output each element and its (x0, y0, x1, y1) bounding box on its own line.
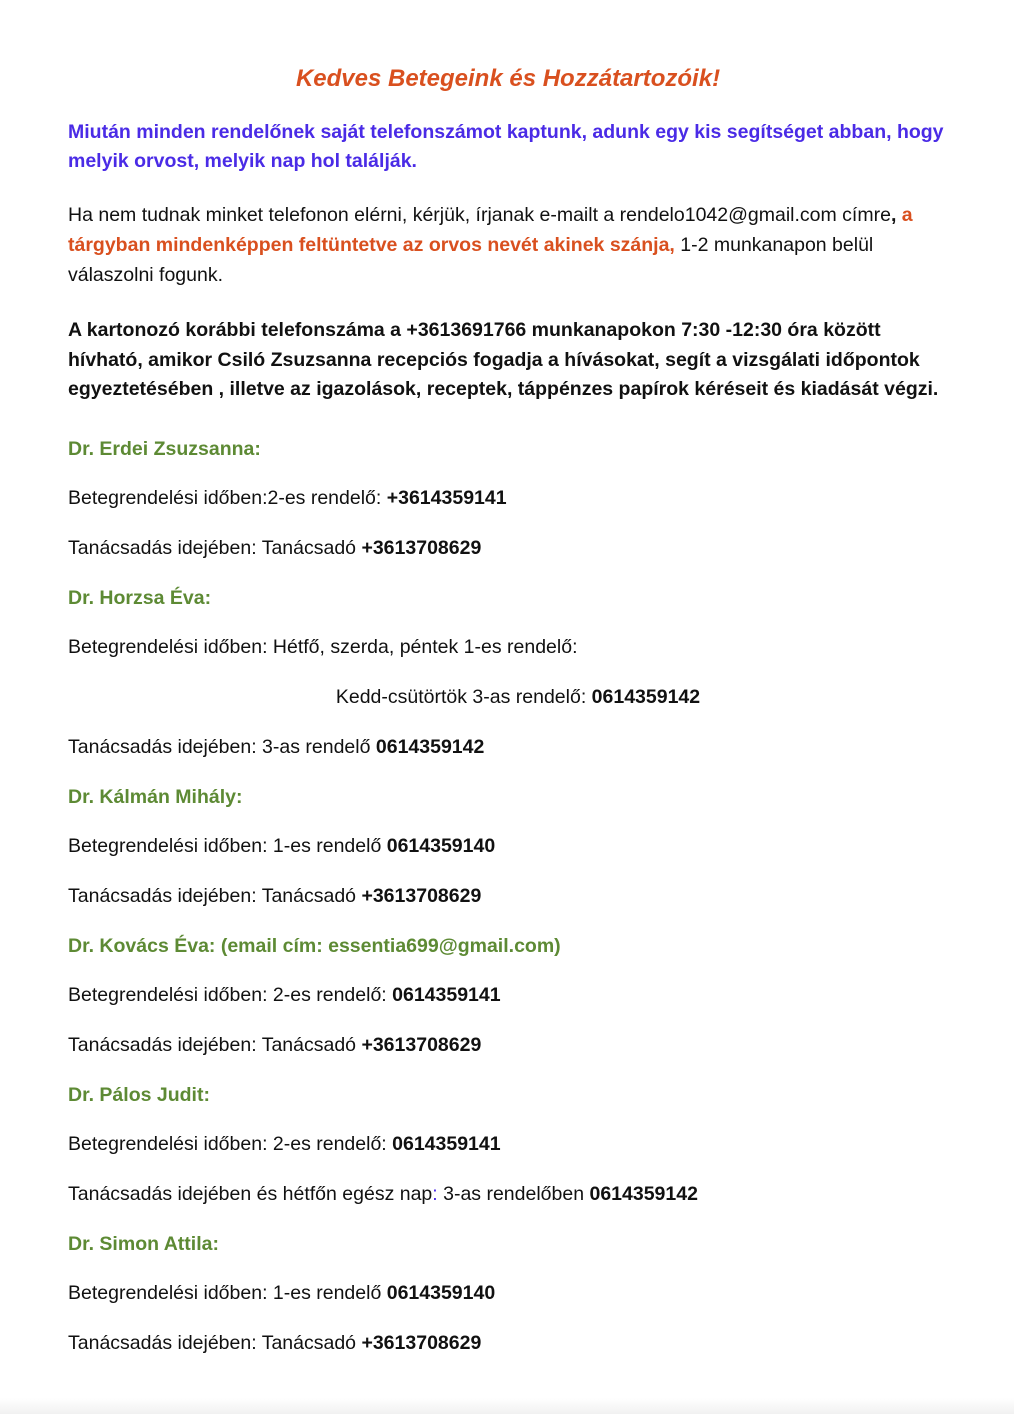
page-bottom-edge (0, 1398, 1014, 1414)
intro-paragraph: Miután minden rendelőnek saját telefonszámot kaptunk, adunk egy kis segítséget abban, hogy melyik orvost, melyik nap hol találják. (68, 121, 944, 172)
doctor-section (68, 934, 948, 1057)
schedule-text: Tanácsadás idejében: Tanácsadó (68, 884, 362, 907)
doctor-name: Dr. Horzsa Éva: (68, 586, 212, 609)
schedule-text: Betegrendelési időben: 1-es rendelő (68, 1281, 387, 1304)
reception-paragraph: A kartonozó korábbi telefonszáma a +3613691766 munkanapokon 7:30 -12:30 óra között hívható, amikor Csiló Zsuzsanna recepciós fogadja a hívásokat, segít a vizsgálati időpontok egyeztetésében , illetve az igazolások, receptek, táppénzes papírok kéréseit és kiadását végzi. (68, 319, 939, 400)
doctor-name: Dr. Kovács Éva: (email cím: essentia699@gmail.com) (68, 934, 561, 957)
schedule-text: Kedd-csütörtök 3-as rendelő: (335, 685, 592, 708)
phone-number: 0614359140 (386, 834, 496, 857)
email-highlight: a tárgyban mindenképpen feltüntetve az orvos nevét akinek szánja, (68, 204, 913, 256)
phone-number: 0614359140 (386, 1281, 496, 1304)
phone-number: +3614359141 (386, 486, 507, 509)
schedule-colon: : (432, 1182, 438, 1205)
schedule-text: Tanácsadás idejében és hétfőn egész nap (68, 1182, 433, 1205)
doctor-name: Dr. Erdei Zsuzsanna: (68, 437, 261, 460)
phone-number: 0614359142 (591, 685, 701, 708)
doctor-section (68, 1083, 948, 1206)
schedule-line (68, 735, 948, 759)
schedule-line (68, 635, 948, 659)
schedule-line (68, 486, 948, 510)
doctor-name: Dr. Simon Attila: (68, 1232, 219, 1255)
phone-number: 0614359142 (375, 735, 485, 758)
page-title: Kedves Betegeink és Hozzátartozóik! (295, 65, 721, 92)
schedule-line (68, 834, 948, 858)
schedule-line (68, 685, 948, 709)
schedule-line (68, 1132, 948, 1156)
schedule-line (68, 1331, 948, 1355)
email-text: Ha nem tudnak minket telefonon elérni, kérjük, írjanak e-mailt a rendelo1042@gmail.com címre (68, 204, 891, 226)
doctor-name: Dr. Kálmán Mihály: (68, 785, 243, 808)
phone-number: +3613708629 (361, 1331, 482, 1354)
phone-number: +3613708629 (361, 884, 482, 907)
doctor-name: Dr. Pálos Judit: (68, 1083, 210, 1106)
schedule-text: Tanácsadás idejében: Tanácsadó (68, 1033, 362, 1056)
doctor-section (68, 437, 948, 560)
email-text-end: 1-2 munkanapon belül válaszolni fogunk. (68, 234, 874, 286)
schedule-text: Tanácsadás idejében: Tanácsadó (68, 536, 362, 559)
phone-number: 0614359141 (392, 1132, 501, 1155)
schedule-text: Betegrendelési időben: 2-es rendelő: (68, 983, 393, 1006)
schedule-line (68, 1033, 948, 1057)
doctor-section (68, 785, 948, 908)
schedule-text: Tanácsadás idejében: 3-as rendelő (68, 735, 376, 758)
schedule-text: Betegrendelési időben:2-es rendelő: (68, 486, 387, 509)
schedule-text: 3-as rendelőben (437, 1182, 590, 1205)
phone-number: +3613708629 (361, 1033, 482, 1056)
schedule-text: Betegrendelési időben: 1-es rendelő (68, 834, 387, 857)
schedule-line (68, 1182, 948, 1206)
schedule-text: Betegrendelési időben: 2-es rendelő: (68, 1132, 393, 1155)
phone-number: 0614359142 (589, 1182, 698, 1205)
doctor-section (68, 1232, 948, 1355)
schedule-text: Betegrendelési időben: Hétfő, szerda, péntek 1-es rendelő: (68, 635, 578, 658)
phone-number: +3613708629 (361, 536, 482, 559)
phone-number: 0614359141 (392, 983, 501, 1006)
schedule-line (68, 1281, 948, 1305)
schedule-line (68, 536, 948, 560)
schedule-text: Tanácsadás idejében: Tanácsadó (68, 1331, 362, 1354)
schedule-line (68, 884, 948, 908)
doctor-section (68, 586, 948, 759)
document-page (68, 62, 948, 1381)
email-comma: , (890, 204, 897, 226)
schedule-line (68, 983, 948, 1007)
email-paragraph (68, 200, 948, 290)
